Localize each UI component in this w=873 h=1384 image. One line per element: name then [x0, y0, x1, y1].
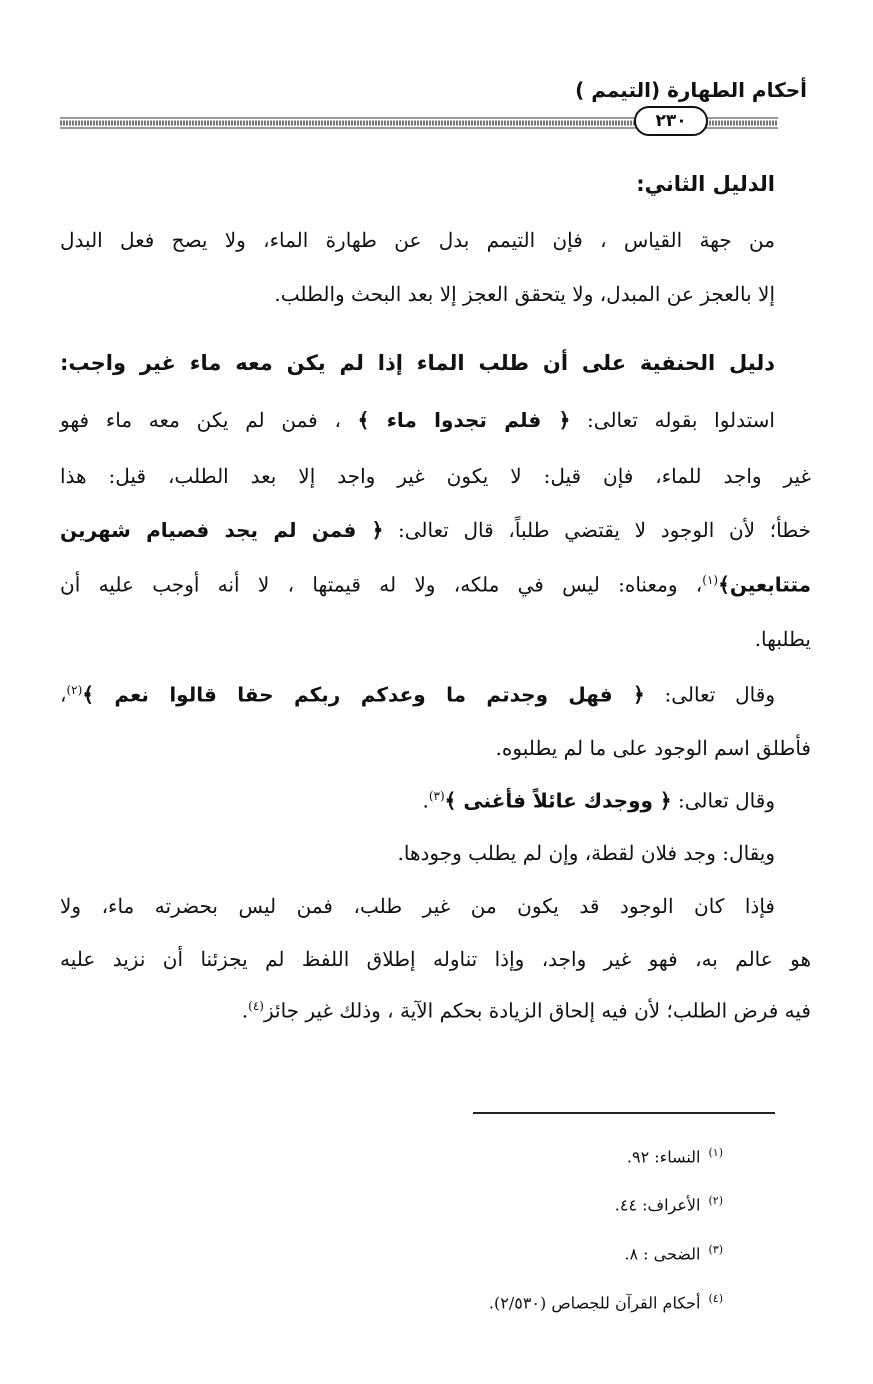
body-line [60, 574, 811, 595]
body-line [242, 1000, 811, 1021]
body-text: . [241, 998, 249, 1023]
body-line [60, 684, 775, 705]
body-text: استدلوا بقوله تعالى: [570, 408, 775, 432]
body-text: ، ومعناه: ليس في ملكه، ولا له قيمتها ، لا أنه أوجب عليه أن [60, 572, 703, 597]
body-line: ويقال: وجد فلان لقطة، وإن لم يطلب وجودها. [397, 841, 775, 865]
footnote-ref: (١) [702, 573, 719, 587]
body-line [60, 520, 811, 540]
quran-quote: ﴿ فهل وجدتم ما وعدكم ربكم حقا قالوا نعم ﴾ [82, 682, 645, 707]
section-heading: دليل الحنفية على أن طلب الماء إذا لم يكن معه ماء غير واجب: [60, 351, 775, 375]
header-rule-ornament [0, 98, 873, 143]
footnote [624, 1243, 723, 1263]
body-line: غير واجد للماء، فإن قيل: لا يكون غير واجد إلا بعد الطلب، قيل: هذا [60, 464, 811, 488]
footnote-ref: (٢) [66, 683, 83, 697]
page-number: ٢٣٠ [655, 111, 687, 131]
body-line: فإذا كان الوجود قد يكون من غير طلب، فمن ليس بحضرته ماء، ولا [60, 894, 775, 918]
body-line: إلا بالعجز عن المبدل، ولا يتحقق العجز إلا بعد البحث والطلب. [274, 282, 775, 306]
body-line: فأطلق اسم الوجود على ما لم يطلبوه. [495, 736, 811, 760]
body-text: ، [60, 682, 67, 707]
section-heading: الدليل الثاني: [636, 172, 775, 196]
body-text: ، فمن لم يكن معه ماء فهو [60, 408, 358, 432]
footnote-text: أحكام القرآن للجصاص (٢/٥٣٠). [488, 1293, 701, 1313]
body-line [60, 410, 775, 430]
quran-quote: ﴿ فلم تجدوا ماء ﴾ [357, 408, 571, 432]
body-line [422, 790, 775, 811]
footnote-ref: (٤) [248, 999, 264, 1013]
footnote-ref: (٣) [428, 789, 445, 803]
quran-quote: ﴿ فمن لم يجد فصيام شهرين [60, 518, 384, 542]
footnote-number: (٣) [708, 1243, 723, 1256]
body-text: وقال تعالى: [644, 682, 775, 707]
footnote-separator [473, 1112, 775, 1114]
footnote [615, 1194, 723, 1214]
footnote-number: (٢) [708, 1194, 723, 1207]
footnote-text: الضحى : ٨. [624, 1244, 701, 1264]
body-line: من جهة القياس ، فإن التيمم بدل عن طهارة الماء، ولا يصح فعل البدل [60, 228, 775, 252]
body-line: هو عالم به، فهو غير واجد، وإذا تناوله إطلاق اللفظ لم يجزئنا أن نزيد عليه [60, 947, 811, 971]
body-text: خطأ؛ لأن الوجود لا يقتضي طلباً، قال تعالى: [383, 518, 811, 542]
running-title: أحكام الطهارة (التيمم ) [575, 78, 807, 102]
body-text: وقال تعالى: [671, 788, 775, 813]
quran-quote: ﴿ ووجدك عائلاً فأغنى ﴾ [444, 788, 672, 813]
quran-quote: متتابعين﴾ [718, 572, 811, 597]
body-text: . [422, 788, 429, 813]
footnote-number: (١) [708, 1146, 723, 1159]
body-line: يطلبها. [754, 627, 811, 651]
footnote-text: الأعراف: ٤٤. [614, 1195, 701, 1215]
footnote [489, 1292, 723, 1312]
footnote [627, 1146, 723, 1166]
body-text: فيه فرض الطلب؛ لأن فيه إلحاق الزيادة بحكم الآية ، وذلك غير جائز [263, 998, 811, 1023]
footnote-text: النساء: ٩٢. [626, 1147, 701, 1167]
footnote-number: (٤) [708, 1292, 723, 1305]
